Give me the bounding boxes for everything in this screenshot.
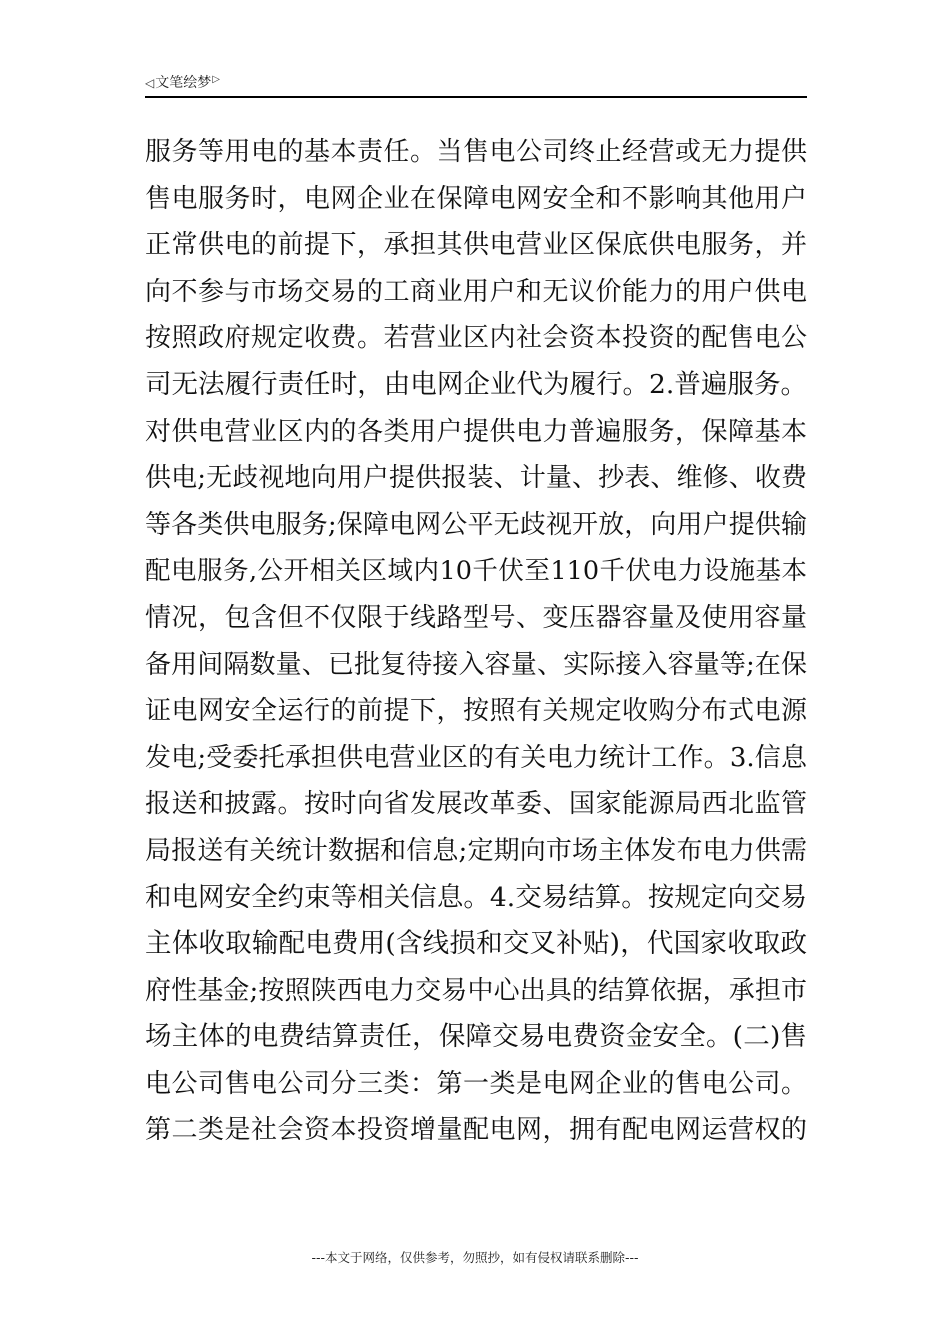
page-footer: ---本文于网络，仅供参考，勿照抄，如有侵权请联系删除--- xyxy=(311,1250,639,1265)
brand-text: 文笔绘梦 xyxy=(155,75,212,91)
text-line: 场主体的电费结算责任，保障交易电费资金安全。(二)售 xyxy=(145,1021,807,1053)
text-line: 向不参与市场交易的工商业用户和无议价能力的用户供电 xyxy=(145,276,807,307)
text-line: 对供电营业区内的各类用户提供电力普遍服务，保障基本 xyxy=(145,416,807,447)
text-line: 供电;无歧视地向用户提供报装、计量、抄表、维修、收费 xyxy=(145,463,807,494)
text-line: 按照政府规定收费。若营业区内社会资本投资的配售电公 xyxy=(145,323,807,354)
text-line: 主体收取输配电费用(含线损和交叉补贴)，代国家收取政 xyxy=(145,928,807,960)
text-line: 发电;受委托承担供电营业区的有关电力统计工作。3.信息 xyxy=(145,742,807,773)
text-line: 服务等用电的基本责任。当售电公司终止经营或无力提供 xyxy=(145,137,807,167)
left-triangle-icon: ◁ xyxy=(145,76,155,90)
page-header xyxy=(145,72,807,98)
text-line: 配电服务,公开相关区域内10千伏至110千伏电力设施基本 xyxy=(145,556,807,587)
text-line: 电公司售电公司分三类：第一类是电网企业的售电公司。 xyxy=(145,1068,807,1099)
right-triangle-icon: ▷ xyxy=(212,74,220,85)
document-body xyxy=(145,129,807,1154)
text-line: 第二类是社会资本投资增量配电网，拥有配电网运营权的 xyxy=(145,1115,807,1146)
text-line: 局报送有关统计数据和信息;定期向市场主体发布电力供需 xyxy=(145,835,807,866)
text-line: 证电网安全运行的前提下，按照有关规定收购分布式电源 xyxy=(145,696,807,727)
text-line: 和电网安全约束等相关信息。4.交易结算。按规定向交易 xyxy=(145,881,807,913)
text-line: 等各类供电服务;保障电网公平无歧视开放，向用户提供输 xyxy=(145,509,807,540)
text-line: 正常供电的前提下，承担其供电营业区保底供电服务，并 xyxy=(145,230,807,261)
text-line: 售电服务时，电网企业在保障电网安全和不影响其他用户 xyxy=(145,183,807,214)
header-brand xyxy=(145,74,220,92)
text-line: 情况，包含但不仅限于线路型号、变压器容量及使用容量 xyxy=(145,602,807,633)
text-line: 报送和披露。按时向省发展改革委、国家能源局西北监管 xyxy=(145,789,807,820)
text-line: 司无法履行责任时，由电网企业代为履行。2.普遍服务。 xyxy=(145,368,807,400)
text-line: 府性基金;按照陕西电力交易中心出具的结算依据，承担市 xyxy=(145,975,807,1006)
text-line: 备用间隔数量、已批复待接入容量、实际接入容量等;在保 xyxy=(145,649,807,680)
